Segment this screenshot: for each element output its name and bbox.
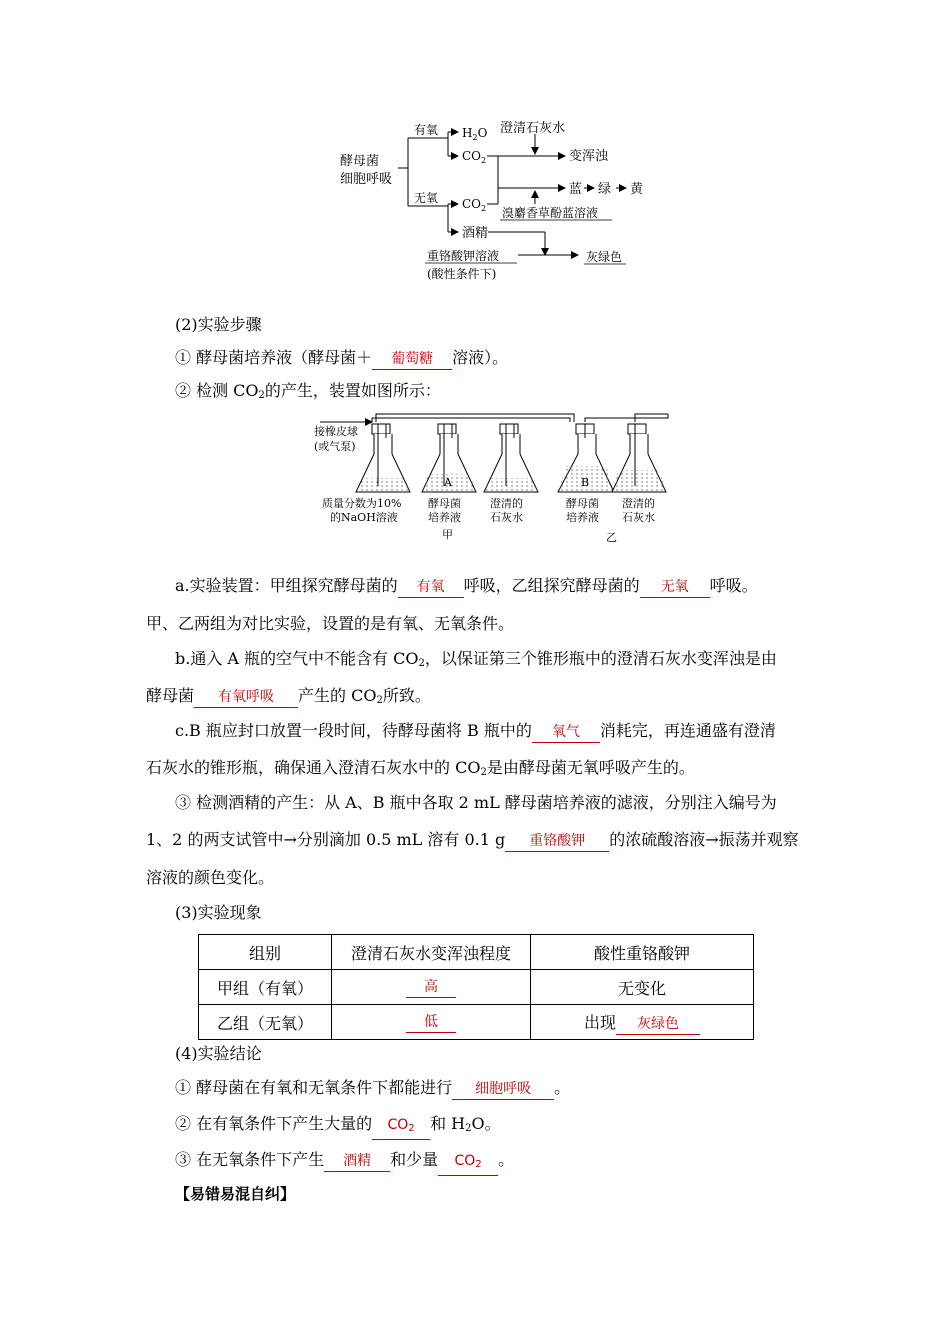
table-cell: 无变化 bbox=[531, 970, 754, 1005]
table-header: 组别 bbox=[199, 935, 332, 970]
step-3-2: 1、2 的两支试管中→分别滴加 0.5 mL 溶有 0.1 g 重铬酸钾 的浓硫酸溶液→振荡并观察 bbox=[146, 828, 799, 852]
flask-b-label: B bbox=[581, 476, 590, 489]
answer-co2-aerobic: $CO_2$ bbox=[372, 1115, 430, 1140]
alcohol-label: 酒精 bbox=[462, 226, 489, 241]
green-label: 绿 bbox=[598, 182, 612, 197]
answer-glucose: 葡萄糖 bbox=[372, 349, 452, 370]
conclusion-2: ② 在有氧条件下产生大量的 $CO_2$ 和 $H_2O$。 bbox=[175, 1112, 501, 1141]
conclusion-title: (4)实验结论 bbox=[175, 1044, 262, 1063]
lime-b-label-2: 石灰水 bbox=[622, 511, 655, 524]
step-1: ① 酵母菌培养液（酵母菌＋ 葡萄糖 溶液）。 bbox=[175, 346, 508, 370]
results-table bbox=[198, 934, 754, 1040]
answer-aerobic: 有氧 bbox=[398, 577, 464, 598]
pump-label: (或气泵) bbox=[314, 440, 356, 453]
flask-a-label: A bbox=[444, 476, 452, 489]
lime-b-label-1: 澄清的 bbox=[622, 497, 655, 510]
diagram-root-2: 细胞呼吸 bbox=[340, 172, 393, 187]
btb-label: 溴麝香草酚蓝溶液 bbox=[502, 206, 599, 220]
anaerobic-label: 无氧 bbox=[414, 191, 439, 205]
culture-a-label-1: 酵母菌 bbox=[428, 497, 461, 510]
paragraph-b: b.通入 A 瓶的空气中不能含有 $CO_2$，以保证第三个锥形瓶中的澄清石灰水变浑浊是由 bbox=[175, 649, 777, 669]
paragraph-a: a.实验装置：甲组探究酵母菌的 有氧 呼吸，乙组探究酵母菌的 无氧 呼吸。 bbox=[175, 574, 758, 598]
table-row bbox=[199, 1005, 754, 1040]
respiration-diagram bbox=[330, 118, 650, 290]
answer-alcohol: 酒精 bbox=[324, 1151, 390, 1172]
acidic-label: (酸性条件下) bbox=[427, 267, 497, 281]
bulb-label: 接橡皮球 bbox=[314, 425, 358, 438]
answer-aerobic-respiration: 有氧呼吸 bbox=[194, 687, 298, 708]
co2-aerobic-label: $CO_2$ bbox=[462, 149, 487, 165]
step-2: ② 检测 $CO_2$的产生，装置如图所示： bbox=[175, 381, 441, 401]
step-title: (2)实验步骤 bbox=[175, 315, 262, 334]
group-jia-label: 甲 bbox=[442, 528, 453, 541]
phenomenon-title: (3)实验现象 bbox=[175, 903, 262, 922]
group-yi-label: 乙 bbox=[606, 531, 617, 544]
paragraph-c: c.B 瓶应封口放置一段时间，待酵母菌将 B 瓶中的 氧气 消耗完，再连通盛有澄清 bbox=[175, 719, 776, 743]
paragraph-a-2: 甲、乙两组为对比实验，设置的是有氧、无氧条件。 bbox=[146, 614, 515, 633]
culture-b-label-1: 酵母菌 bbox=[566, 497, 599, 510]
lime-a-label-1: 澄清的 bbox=[490, 497, 523, 510]
turbid-label: 变浑浊 bbox=[569, 149, 609, 164]
table-cell: 出现 灰绿色 bbox=[531, 1005, 754, 1040]
answer-low: 低 bbox=[406, 1012, 456, 1033]
step-3-3: 溶液的颜色变化。 bbox=[146, 868, 275, 887]
culture-a-label-2: 培养液 bbox=[428, 511, 461, 524]
limewater-label: 澄清石灰水 bbox=[500, 121, 566, 136]
co2-anaerobic-label: $CO_2$ bbox=[462, 197, 487, 213]
conclusion-3: ③ 在无氧条件下产生 酒精 和少量 $CO_2$ 。 bbox=[175, 1148, 514, 1176]
apparatus-diagram bbox=[300, 408, 680, 550]
paragraph-c-2: 石灰水的锥形瓶，确保通入澄清石灰水中的 $CO_2$是由酵母菌无氧呼吸产生的。 bbox=[146, 758, 695, 778]
table-header: 澄清石灰水变浑浊程度 bbox=[332, 935, 531, 970]
answer-oxygen: 氧气 bbox=[532, 722, 600, 743]
answer-high: 高 bbox=[406, 977, 456, 998]
table-cell bbox=[332, 1005, 531, 1040]
lime-a-label-2: 石灰水 bbox=[490, 511, 523, 524]
table-row bbox=[199, 970, 754, 1005]
diagram-root: 酵母菌 bbox=[340, 154, 380, 169]
yellow-label: 黄 bbox=[630, 182, 644, 197]
table-cell: 甲组（有氧） bbox=[199, 970, 332, 1005]
culture-b-label-2: 培养液 bbox=[566, 511, 599, 524]
aerobic-label: 有氧 bbox=[414, 123, 439, 137]
dichromate-label: 重铬酸钾溶液 bbox=[427, 249, 500, 263]
section-heading: 【易错易混自纠】 bbox=[175, 1185, 296, 1203]
answer-anaerobic: 无氧 bbox=[640, 577, 710, 598]
answer-graygreen: 灰绿色 bbox=[616, 1014, 700, 1035]
table-cell bbox=[332, 970, 531, 1005]
graygreen-label: 灰绿色 bbox=[586, 250, 623, 264]
naoh-label-1: 质量分数为10% bbox=[322, 497, 402, 510]
table-header: 酸性重铬酸钾 bbox=[531, 935, 754, 970]
conclusion-1: ① 酵母菌在有氧和无氧条件下都能进行 细胞呼吸 。 bbox=[175, 1076, 570, 1100]
naoh-label-2: 的NaOH溶液 bbox=[330, 511, 398, 524]
answer-dichromate: 重铬酸钾 bbox=[505, 831, 609, 852]
paragraph-b-2: 酵母菌 有氧呼吸 产生的 $CO_2$所致。 bbox=[146, 686, 431, 706]
step-3: ③ 检测酒精的产生：从 A、B 瓶中各取 2 mL 酵母菌培养液的滤液，分别注入编号为 bbox=[175, 793, 777, 812]
blue-label: 蓝 bbox=[569, 182, 583, 197]
table-cell: 乙组（无氧） bbox=[199, 1005, 332, 1040]
h2o-label: $H_2O$ bbox=[462, 126, 488, 142]
answer-co2-anaerobic: $CO_2$ bbox=[438, 1151, 498, 1176]
table-header-row bbox=[199, 935, 754, 970]
answer-cell-respiration: 细胞呼吸 bbox=[452, 1079, 554, 1100]
